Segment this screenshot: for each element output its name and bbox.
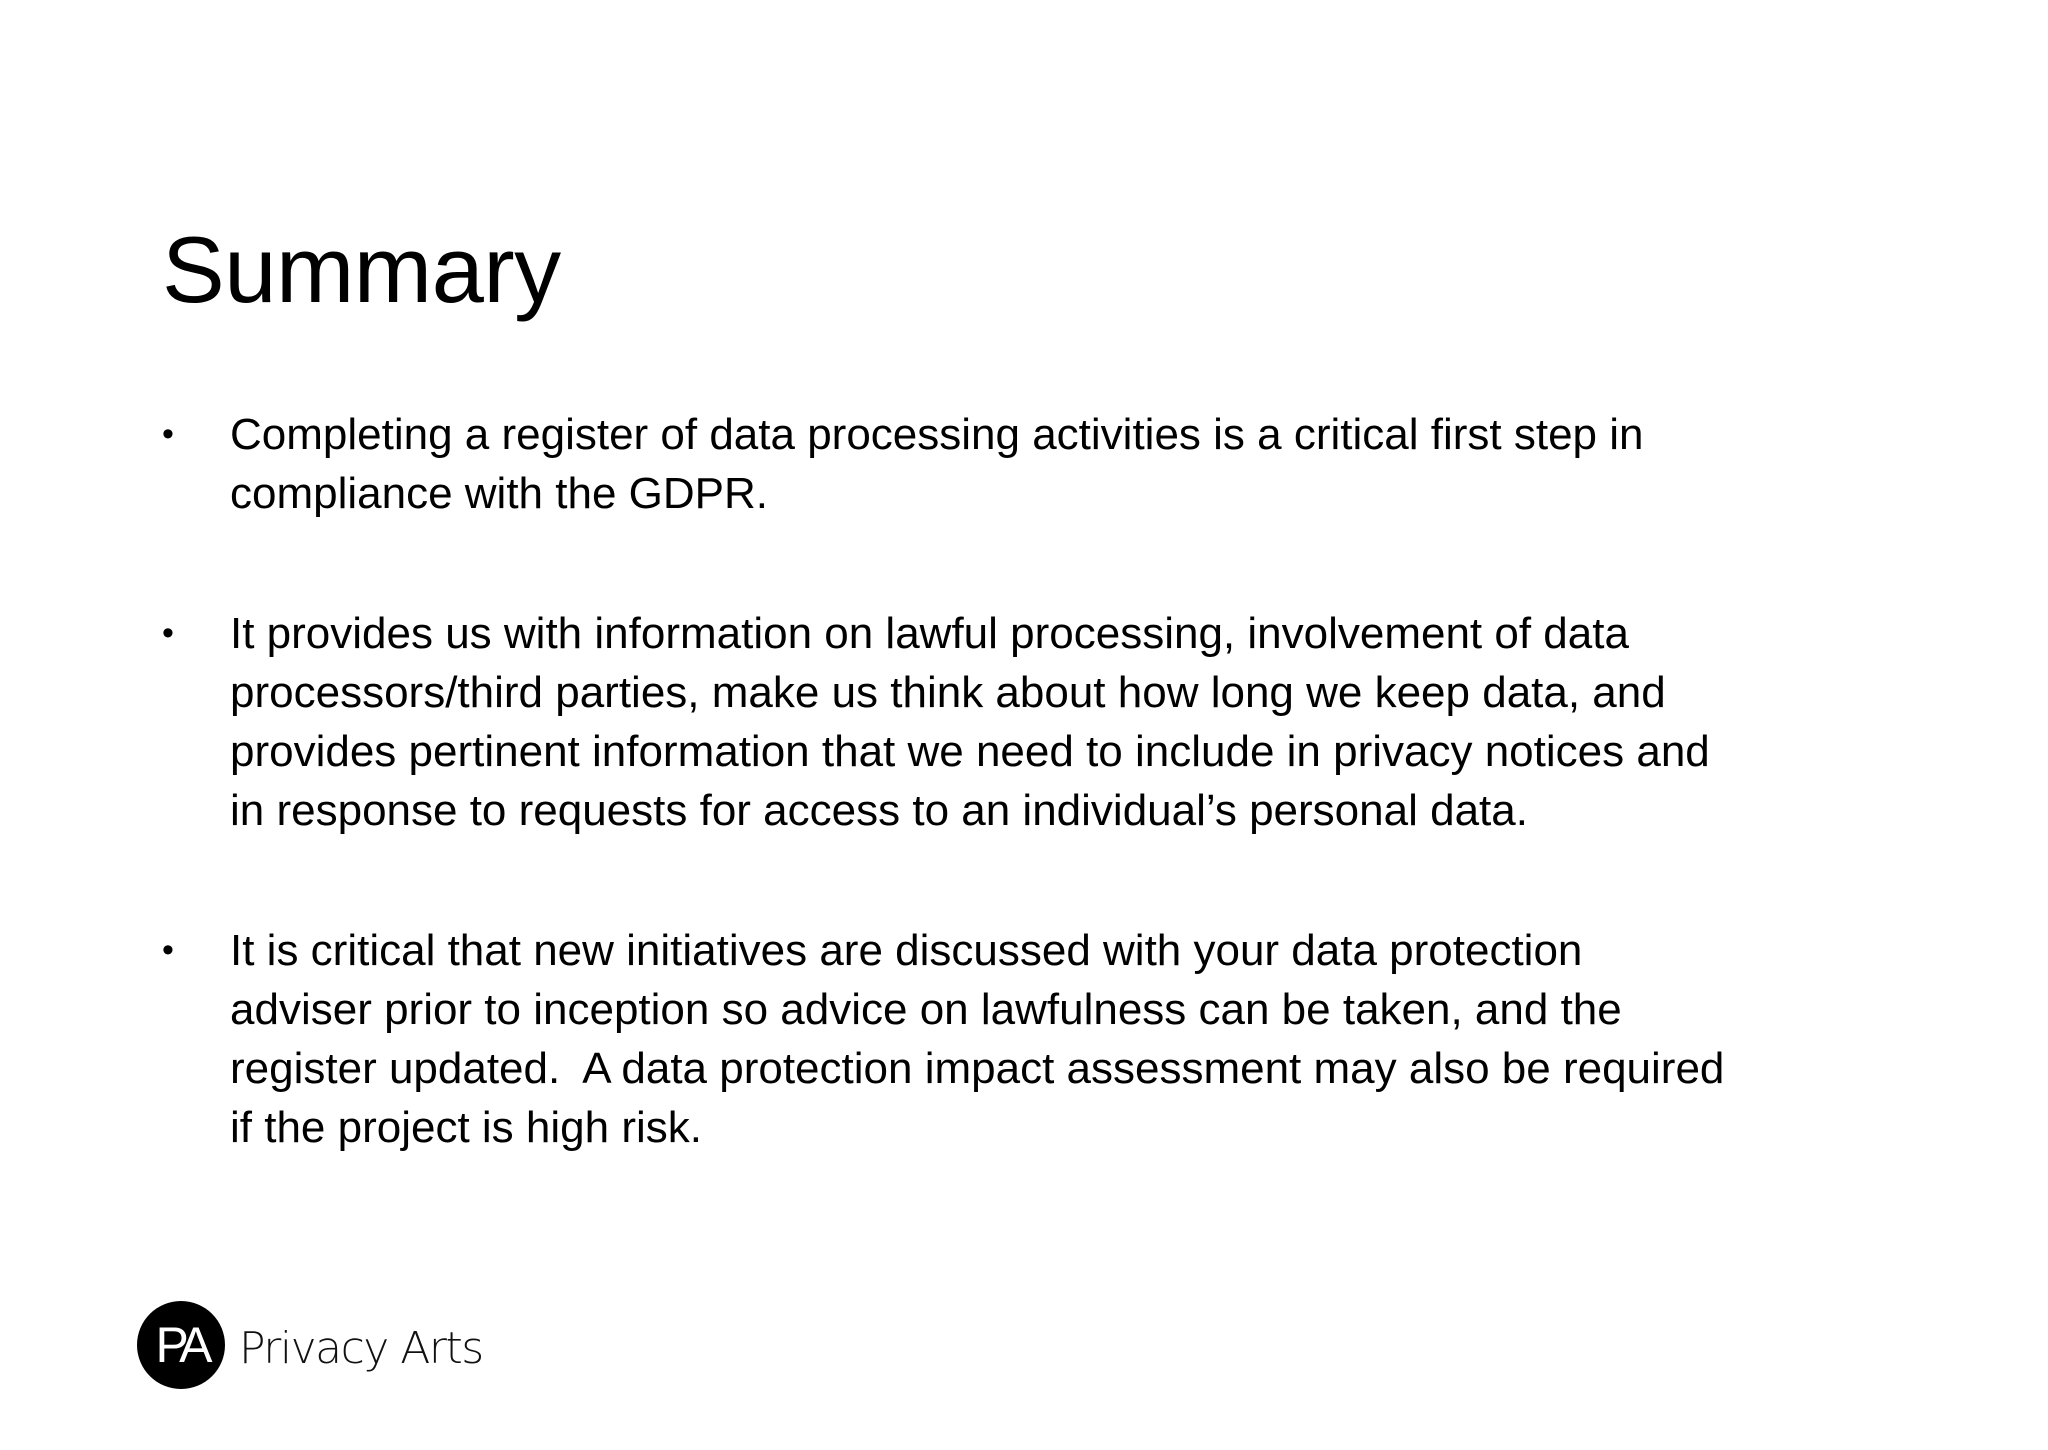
bullet-text: It is critical that new initiatives are discussed with your data protection adviser prior to inception so advice on lawfulness can be taken, and the register updated. A data protection impact assessment may also be required if the project is high risk. (230, 926, 1725, 1152)
bullet-icon: • (162, 614, 174, 652)
logo-monogram-icon: PA (137, 1301, 225, 1389)
bullet-icon: • (162, 931, 174, 969)
slide-title: Summary (162, 217, 561, 322)
bullet-item (162, 604, 1922, 840)
bullet-text: Completing a register of data processing activities is a critical first step in compliance with the GDPR. (230, 410, 1644, 518)
logo-wordmark: Privacy Arts (239, 1322, 483, 1374)
bullet-list (162, 405, 1922, 1157)
bullet-item (162, 921, 1922, 1157)
bullet-item (162, 405, 1922, 523)
bullet-text: It provides us with information on lawful processing, involvement of data processors/third parties, make us think about how long we keep data, and provides pertinent information that we need to include in privacy notices and in response to requests for access to an individual’s personal data. (230, 609, 1710, 835)
bullet-icon: • (162, 415, 174, 453)
privacy-arts-logo (137, 1301, 483, 1389)
